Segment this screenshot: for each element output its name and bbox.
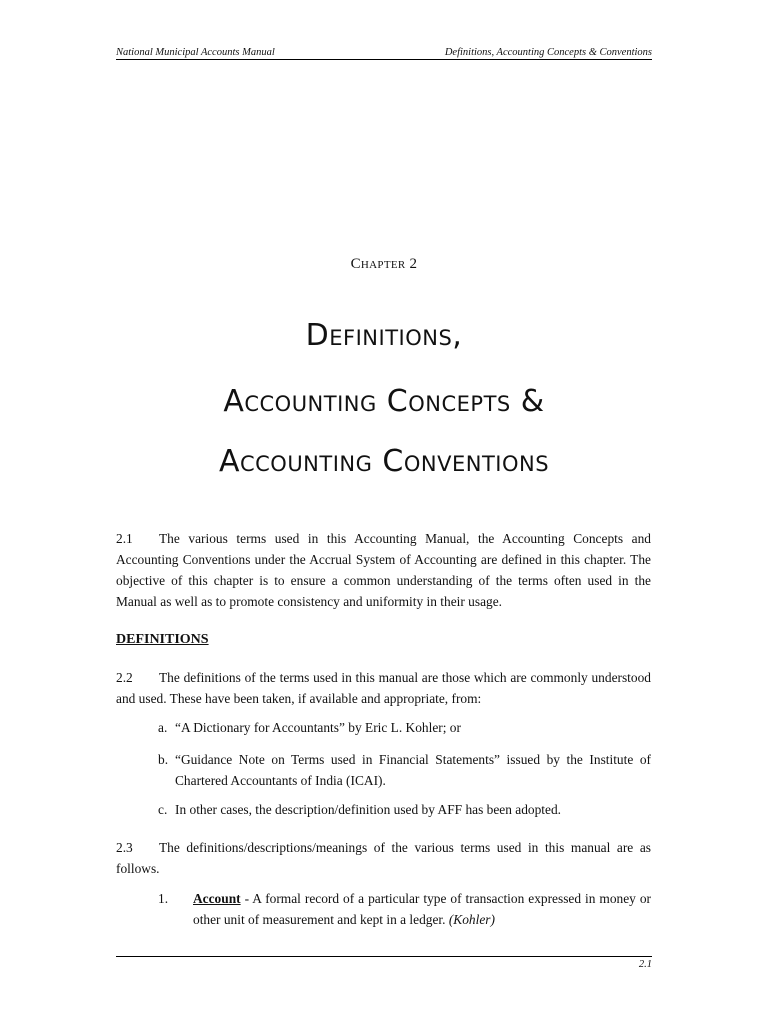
definition-term: Account (193, 891, 241, 906)
list-item-text: “Guidance Note on Terms used in Financial Statements” issued by the Institute of Chartered Accountants of India (ICAI). (175, 752, 651, 788)
definition-citation: (Kohler) (448, 912, 495, 927)
definitions-heading: DEFINITIONS (116, 632, 209, 647)
running-header (116, 42, 652, 60)
list-item (158, 799, 651, 820)
paragraph-2-2 (116, 667, 651, 709)
paragraph-number: 2.1 (116, 531, 133, 546)
chapter-title-line-2: Accounting Concepts & (223, 384, 545, 419)
list-marker: c. (158, 802, 168, 817)
page-number: 2.1 (638, 959, 652, 970)
list-item (158, 717, 651, 738)
definition-number: 1. (158, 891, 169, 906)
list-item-text: In other cases, the description/definition used by AFF has been adopted. (175, 802, 562, 817)
paragraph-2-3 (116, 837, 651, 879)
paragraph-text: The definitions of the terms used in this manual are those which are commonly understood and used. These have been taken, if available and appropriate, from: (116, 670, 651, 706)
list-item (158, 749, 651, 791)
chapter-label: Chapter 2 (350, 256, 418, 272)
paragraph-text: The various terms used in this Accounting Manual, the Accounting Concepts and Accounting Conventions under the Accrual System of Accounting are defined in this chapter. The objective of this chapter is to ensure a common understanding of the terms often used in the Manual as well as to promote consistency and uniformity in their usage. (116, 531, 651, 609)
chapter-title-line-3: Accounting Conventions (218, 444, 550, 479)
header-right: Definitions, Accounting Concepts & Conventions (444, 47, 652, 58)
paragraph-text: The definitions/descriptions/meanings of the various terms used in this manual are as follows. (116, 840, 651, 876)
paragraph-number: 2.3 (116, 840, 133, 855)
header-left: National Municipal Accounts Manual (116, 47, 275, 58)
paragraph-number: 2.2 (116, 670, 133, 685)
paragraph-2-1 (116, 528, 651, 612)
list-item-text: “A Dictionary for Accountants” by Eric L. Kohler; or (175, 720, 461, 735)
list-marker: b. (158, 752, 169, 767)
list-marker: a. (158, 720, 168, 735)
definition-item (158, 888, 651, 930)
footer-rule (116, 956, 652, 957)
chapter-title-line-1: Definitions, (305, 318, 463, 353)
definition-text: - A formal record of a particular type of transaction expressed in money or other unit of measurement and kept in a ledger. (193, 891, 651, 927)
